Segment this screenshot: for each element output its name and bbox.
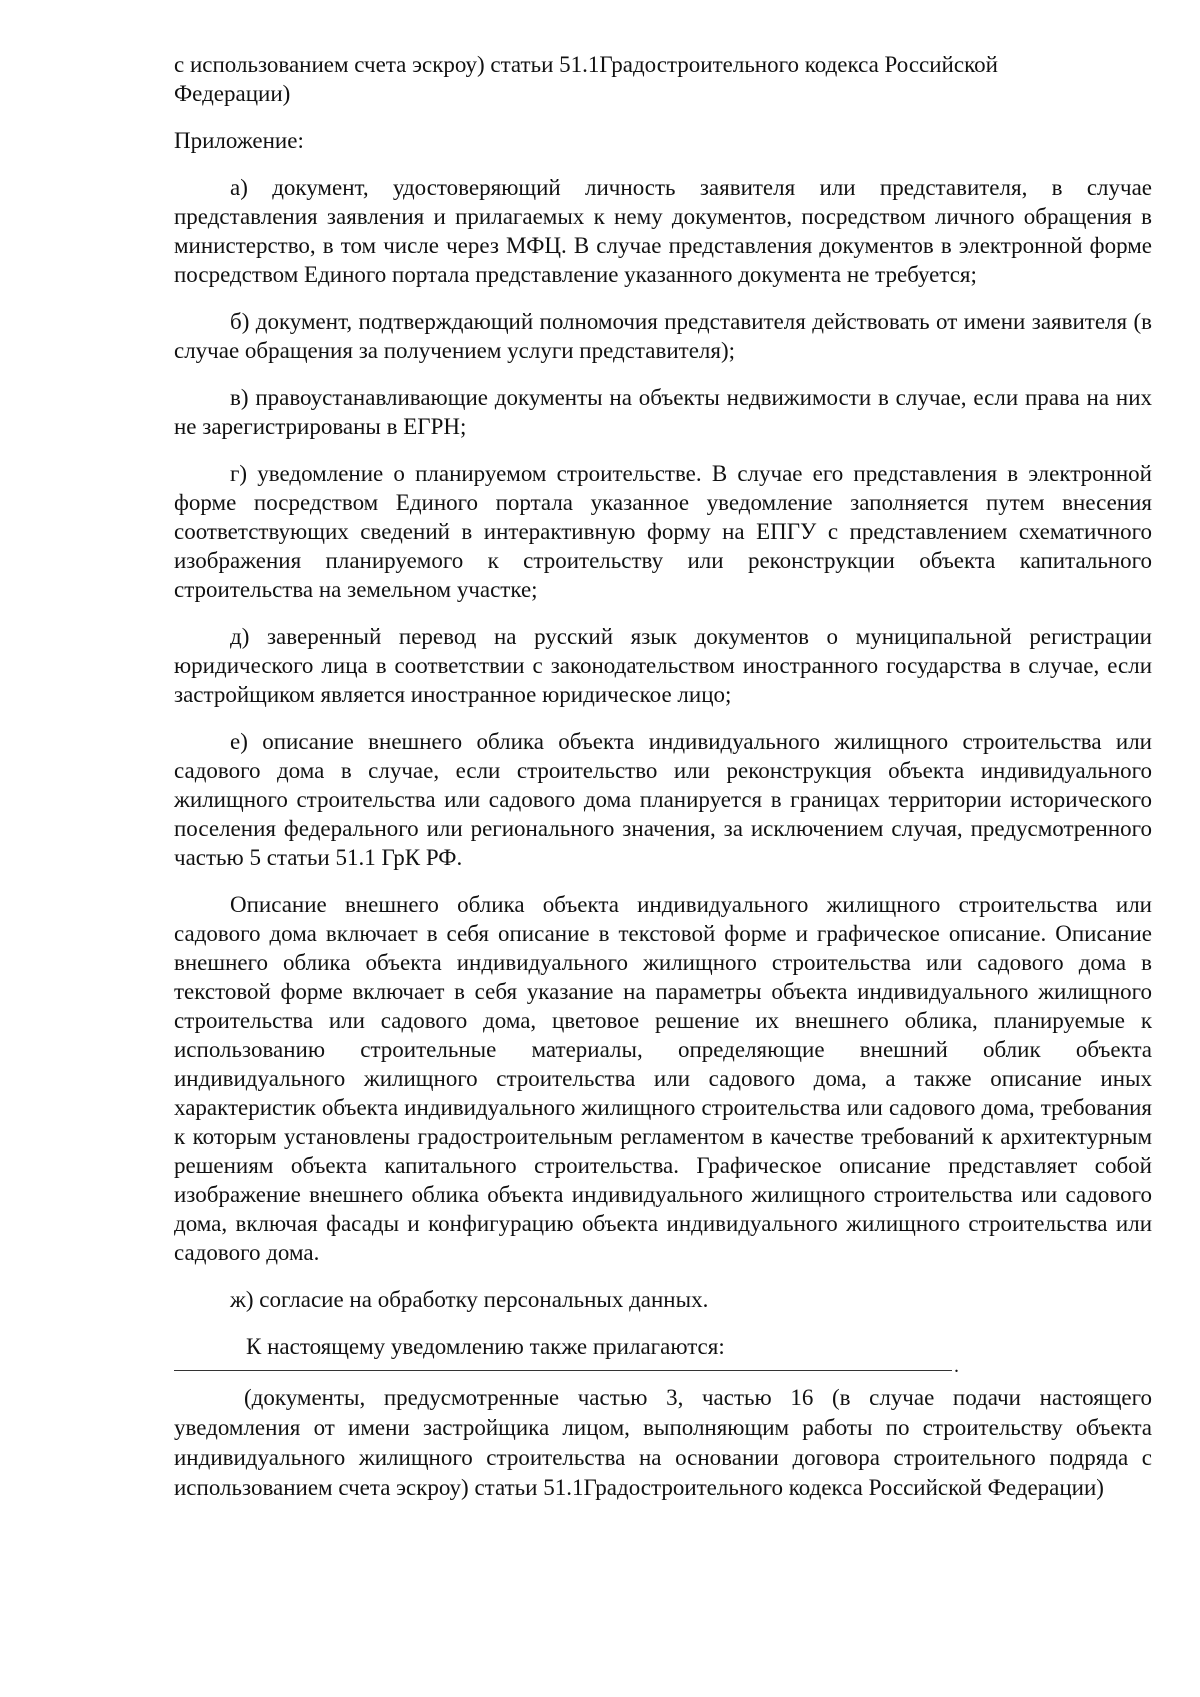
blank-line-period: .: [954, 1355, 959, 1377]
item-zh: ж) согласие на обработку персональных данных.: [230, 1287, 709, 1312]
appendix-heading: Приложение:: [174, 128, 304, 153]
blank-underline: [174, 1369, 952, 1371]
item-b: б) документ, подтверждающий полномочия представителя действовать от имени заявителя (в случае обращения за получением услуги представителя);: [174, 309, 1152, 363]
also-attached-heading: К настоящему уведомлению также прилагаются:: [246, 1334, 725, 1359]
fill-in-line: [174, 1355, 1152, 1377]
attachments-note: (документы, предусмотренные частью 3, частью 16 (в случае подачи настоящего уведомления от имени застройщика лицом, выполняющим работы по строительству объекта индивидуального жилищного строительства на основании договора строительного подряда с использованием счета эскроу) статьи 51.1Градостроительного кодекса Российской Федерации): [174, 1385, 1152, 1500]
continued-text-line-1: с использованием счета эскроу) статьи 51.1Градостроительного кодекса Российской: [174, 52, 998, 77]
document-page: [174, 50, 1152, 1503]
item-d: д) заверенный перевод на русский язык документов о муниципальной регистрации юридического лица в соответствии с законодательством иностранного государства в случае, если застройщиком является иностранное юридическое лицо;: [174, 624, 1152, 707]
item-e: е) описание внешнего облика объекта индивидуального жилищного строительства или садового дома в случае, если строительство или реконструкция объекта индивидуального жилищного строительства или садового дома планируется в границах территории исторического поселения федерального или регионального значения, за исключением случая, предусмотренного частью 5 статьи 51.1 ГрК РФ.: [174, 729, 1152, 870]
item-g: г) уведомление о планируемом строительстве. В случае его представления в электронной форме посредством Единого портала указанное уведомление заполняется путем внесения соответствующих сведений в интерактивную форму на ЕПГУ с представлением схематичного изображения планируемого к строительству или реконструкции объекта капитального строительства на земельном участке;: [174, 461, 1152, 602]
appearance-description-paragraph: Описание внешнего облика объекта индивидуального жилищного строительства или садового дома включает в себя описание в текстовой форме и графическое описание. Описание внешнего облика объекта индивидуального жилищного строительства или садового дома в текстовой форме включает в себя указание на параметры объекта индивидуального жилищного строительства или садового дома, цветовое решение их внешнего облика, планируемые к использованию строительные материалы, определяющие внешний облик объекта индивидуального жилищного строительства или садового дома, а также описание иных характеристик объекта индивидуального жилищного строительства или садового дома, требования к которым установлены градостроительным регламентом в качестве требований к архитектурным решениям объекта капитального строительства. Графическое описание представляет собой изображение внешнего облика объекта индивидуального жилищного строительства или садового дома, включая фасады и конфигурацию объекта индивидуального жилищного строительства или садового дома.: [174, 892, 1152, 1265]
item-a: а) документ, удостоверяющий личность заявителя или представителя, в случае представления заявления и прилагаемых к нему документов, посредством личного обращения в министерство, в том числе через МФЦ. В случае представления документов в электронной форме посредством Единого портала представление указанного документа не требуется;: [174, 175, 1152, 287]
item-v: в) правоустанавливающие документы на объекты недвижимости в случае, если права на них не зарегистрированы в ЕГРН;: [174, 385, 1152, 439]
continued-text-line-2: Федерации): [174, 81, 291, 106]
